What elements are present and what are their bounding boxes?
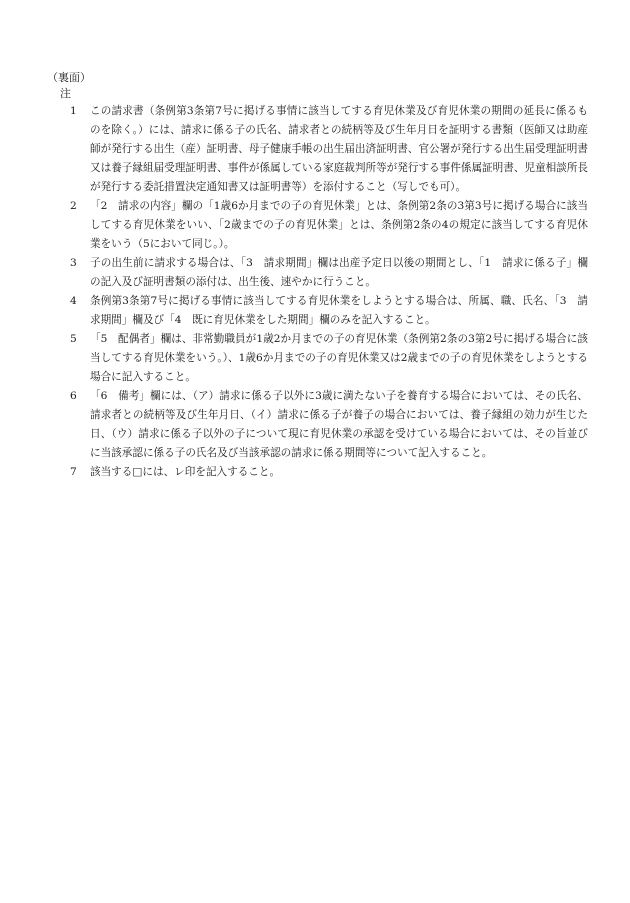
- note-item-1: [70, 102, 588, 197]
- note-number: 1: [70, 105, 77, 117]
- page-header: （裏面）: [47, 71, 91, 84]
- notes-list: [70, 102, 588, 482]
- note-text: 該当する□には、レ印を記入すること。: [90, 466, 281, 478]
- note-number: 5: [70, 333, 77, 345]
- notes-heading: 注: [60, 87, 71, 100]
- note-number: 4: [70, 295, 77, 307]
- note-item-7: [70, 463, 588, 482]
- note-number: 6: [70, 390, 77, 402]
- note-number: 3: [70, 257, 77, 269]
- note-text: 「2 請求の内容」欄の「1歳6か月までの子の育児休業」とは、条例第2条の3第3号に掲げる場合に該当してする育児休業をいい、「2歳までの子の育児休業」とは、条例第2条の4の規定に該当してする育児休業をいう（5において同じ。）。: [90, 200, 588, 250]
- note-text: 条例第3条第7号に掲げる事情に該当してする育児休業をしようとする場合は、所属、職、氏名、「3 請求期間」欄及び「4 既に育児休業をした期間」欄のみを記入すること。: [90, 295, 588, 326]
- note-item-4: [70, 292, 588, 330]
- note-text: この請求書（条例第3条第7号に掲げる事情に該当してする育児休業及び育児休業の期間の延長に係るものを除く。）には、請求に係る子の氏名、請求者との続柄等及び生年月日を証明する書類（医師又は助産師が発行する出生（産）証明書、母子健康手帳の出生届出済証明書、官公署が発行する出生届受理証明書又は養子縁組届受理証明書、事件が係属している家庭裁判所等が発行する事件係属証明書、児童相談所長が発行する委託措置決定通知書又は証明書等）を添付すること（写しでも可）。: [90, 105, 588, 193]
- note-number: 2: [70, 200, 77, 212]
- note-text: 子の出生前に請求する場合は、「3 請求期間」欄は出産予定日以後の期間とし、「1 請求に係る子」欄の記入及び証明書類の添付は、出生後、速やかに行うこと。: [90, 257, 588, 288]
- note-number: 7: [70, 466, 77, 478]
- note-text: 「5 配偶者」欄は、非常勤職員が1歳2か月までの子の育児休業（条例第2条の3第2号に掲げる場合に該当してする育児休業をいう。）、1歳6か月までの子の育児休業又は2歳までの子の育児休業をしようとする場合に記入すること。: [90, 333, 588, 383]
- note-item-5: [70, 330, 588, 387]
- note-text: 「6 備考」欄には、（ア）請求に係る子以外に3歳に満たない子を養育する場合においては、その氏名、請求者との続柄等及び生年月日、（イ）請求に係る子が養子の場合においては、養子縁組の効力が生じた日、（ウ）請求に係る子以外の子について現に育児休業の承認を受けている場合においては、その旨並びに当該承認に係る子の氏名及び当該承認の請求に係る期間等について記入すること。: [90, 390, 588, 459]
- note-item-2: [70, 197, 588, 254]
- note-item-6: [70, 387, 588, 463]
- note-item-3: [70, 254, 588, 292]
